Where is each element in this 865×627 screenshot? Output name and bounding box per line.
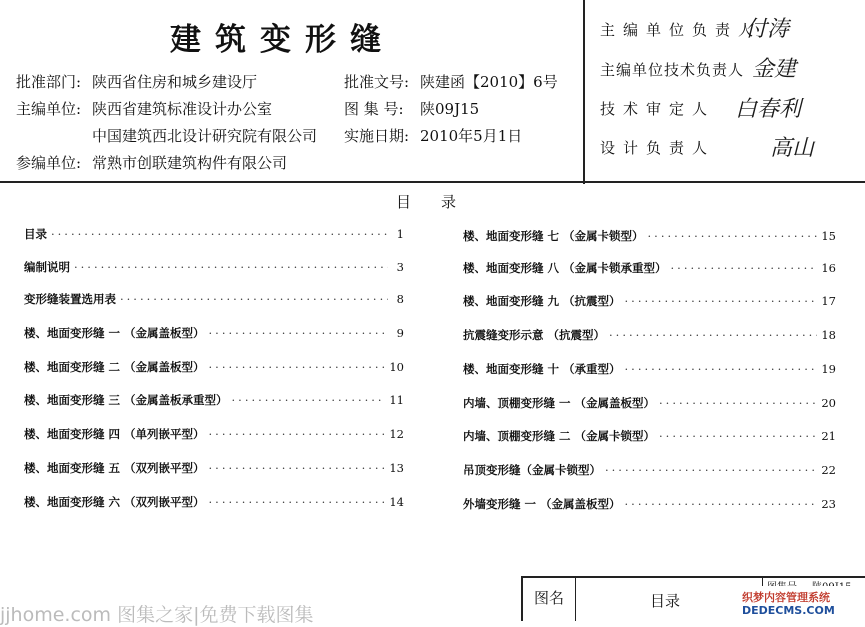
toc-leader xyxy=(609,328,817,342)
toc-item-title: 楼、地面变形缝 四 （单列嵌平型） xyxy=(24,427,205,441)
toc-leader xyxy=(232,393,386,407)
toc-item-title: 吊顶变形缝（金属卡锁型） xyxy=(463,463,601,477)
toc-item-page: 21 xyxy=(821,429,836,443)
title-block-div-1 xyxy=(575,576,576,621)
toc-item[interactable] xyxy=(24,460,404,476)
signature-2: 金建 xyxy=(752,57,797,82)
chief-editor-label: 主编单位: xyxy=(16,100,82,118)
toc-leader xyxy=(209,461,386,475)
toc-item-page: 13 xyxy=(389,461,404,475)
toc-item-page: 20 xyxy=(821,396,836,410)
toc-leader xyxy=(625,294,818,308)
toc-leader xyxy=(209,360,386,374)
chief-editor-1: 陕西省建筑标准设计办公室 xyxy=(92,100,273,118)
header-divider-vertical xyxy=(583,0,585,184)
toc-item-title: 楼、地面变形缝 一 （金属盖板型） xyxy=(24,326,205,340)
toc-item[interactable] xyxy=(24,325,404,341)
toc-item-title: 目录 xyxy=(24,227,47,241)
title-block-left xyxy=(521,576,523,621)
participant-label: 参编单位: xyxy=(16,154,82,172)
approval-dept: 陕西省住房和城乡建设厅 xyxy=(92,73,258,91)
toc-item[interactable] xyxy=(463,395,836,411)
toc-item-page: 18 xyxy=(821,328,836,342)
toc-item-title: 内墙、顶棚变形缝 二 （金属卡锁型） xyxy=(463,429,656,443)
toc-item-title: 抗震缝变形示意 （抗震型） xyxy=(463,328,606,342)
toc-item-page: 17 xyxy=(821,294,836,308)
toc-item-title: 楼、地面变形缝 七 （金属卡锁型） xyxy=(463,229,644,243)
signature-4: 高山 xyxy=(770,136,815,161)
sign-role-1: 主编单位负责人 xyxy=(600,21,762,39)
toc-leader xyxy=(605,463,817,477)
toc-item[interactable] xyxy=(24,359,404,375)
toc-item-page: 19 xyxy=(821,362,836,376)
toc-item[interactable] xyxy=(463,228,836,244)
toc-item[interactable] xyxy=(24,392,404,408)
toc-leader xyxy=(659,429,817,443)
toc-leader xyxy=(659,396,817,410)
toc-leader xyxy=(209,495,386,509)
toc-item-page: 15 xyxy=(821,229,836,243)
participant: 常熟市创联建筑构件有限公司 xyxy=(92,154,288,172)
toc-item-page: 9 xyxy=(396,326,404,340)
signature-1: 付涛 xyxy=(745,17,790,42)
watermark-right-1: 织梦内容管理系统 xyxy=(742,591,830,604)
toc-leader xyxy=(209,326,388,340)
toc-item[interactable] xyxy=(463,428,836,444)
sign-role-4: 设计负责人 xyxy=(600,139,716,157)
page-title: 建筑变形缝 xyxy=(170,22,395,58)
toc-item-title: 内墙、顶棚变形缝 一 （金属盖板型） xyxy=(463,396,656,410)
watermark-left: jjhome.com 图集之家|免费下载图集 xyxy=(0,604,314,626)
toc-item[interactable] xyxy=(463,462,836,478)
header-divider-horizontal xyxy=(0,181,865,183)
toc-item-title: 楼、地面变形缝 十 （承重型） xyxy=(463,362,621,376)
toc-item[interactable] xyxy=(24,259,404,275)
toc-item-page: 3 xyxy=(396,260,404,274)
title-block-name: 目录 xyxy=(650,592,681,610)
watermark-right-2: DEDECMS.COM xyxy=(742,604,835,617)
impl-date: 2010年5月1日 xyxy=(420,127,523,145)
approval-doc: 陕建函【2010】6号 xyxy=(420,73,558,91)
toc-item-title: 楼、地面变形缝 三 （金属盖板承重型） xyxy=(24,393,228,407)
toc-item-title: 楼、地面变形缝 九 （抗震型） xyxy=(463,294,621,308)
toc-item-page: 12 xyxy=(389,427,404,441)
toc-item[interactable] xyxy=(463,260,836,276)
toc-item-title: 变形缝装置选用表 xyxy=(24,292,116,306)
toc-item[interactable] xyxy=(24,426,404,442)
atlas-no: 陕09J15 xyxy=(420,100,480,118)
toc-item[interactable] xyxy=(24,226,404,242)
toc-item-page: 8 xyxy=(396,292,404,306)
toc-item-title: 编制说明 xyxy=(24,260,70,274)
toc-item-title: 楼、地面变形缝 五 （双列嵌平型） xyxy=(24,461,205,475)
toc-leader xyxy=(74,260,388,274)
toc-item-page: 23 xyxy=(821,497,836,511)
approval-doc-label: 批准文号: xyxy=(344,73,410,91)
sign-role-3: 技术审定人 xyxy=(600,100,716,118)
approval-dept-label: 批准部门: xyxy=(16,73,82,91)
toc-leader xyxy=(209,427,386,441)
toc-heading: 目录 xyxy=(396,193,487,211)
toc-leader xyxy=(625,362,818,376)
toc-item[interactable] xyxy=(463,293,836,309)
toc-item-page: 22 xyxy=(821,463,836,477)
toc-item-page: 14 xyxy=(389,495,404,509)
atlas-no-label: 图 集 号: xyxy=(344,100,404,118)
title-block-name-label: 图名 xyxy=(534,589,565,607)
signature-3: 白春利 xyxy=(735,97,802,122)
sign-role-2: 主编单位技术负责人 xyxy=(600,61,745,79)
toc-item[interactable] xyxy=(24,494,404,510)
toc-item-title: 楼、地面变形缝 六 （双列嵌平型） xyxy=(24,495,205,509)
toc-leader xyxy=(671,261,818,275)
toc-item[interactable] xyxy=(463,496,836,512)
toc-item-title: 楼、地面变形缝 八 （金属卡锁承重型） xyxy=(463,261,667,275)
toc-item-page: 16 xyxy=(821,261,836,275)
toc-item-title: 楼、地面变形缝 二 （金属盖板型） xyxy=(24,360,205,374)
toc-leader xyxy=(120,292,388,306)
toc-item-page: 1 xyxy=(396,227,404,241)
toc-leader xyxy=(625,497,818,511)
toc-leader xyxy=(51,227,388,241)
toc-item-title: 外墙变形缝 一 （金属盖板型） xyxy=(463,497,621,511)
toc-item-page: 11 xyxy=(389,393,404,407)
impl-date-label: 实施日期: xyxy=(344,127,410,145)
toc-item-page: 10 xyxy=(389,360,404,374)
chief-editor-2: 中国建筑西北设计研究院有限公司 xyxy=(92,127,318,145)
toc-item[interactable] xyxy=(24,291,404,307)
toc-item[interactable] xyxy=(463,361,836,377)
toc-item[interactable] xyxy=(463,327,836,343)
toc-leader xyxy=(648,229,818,243)
